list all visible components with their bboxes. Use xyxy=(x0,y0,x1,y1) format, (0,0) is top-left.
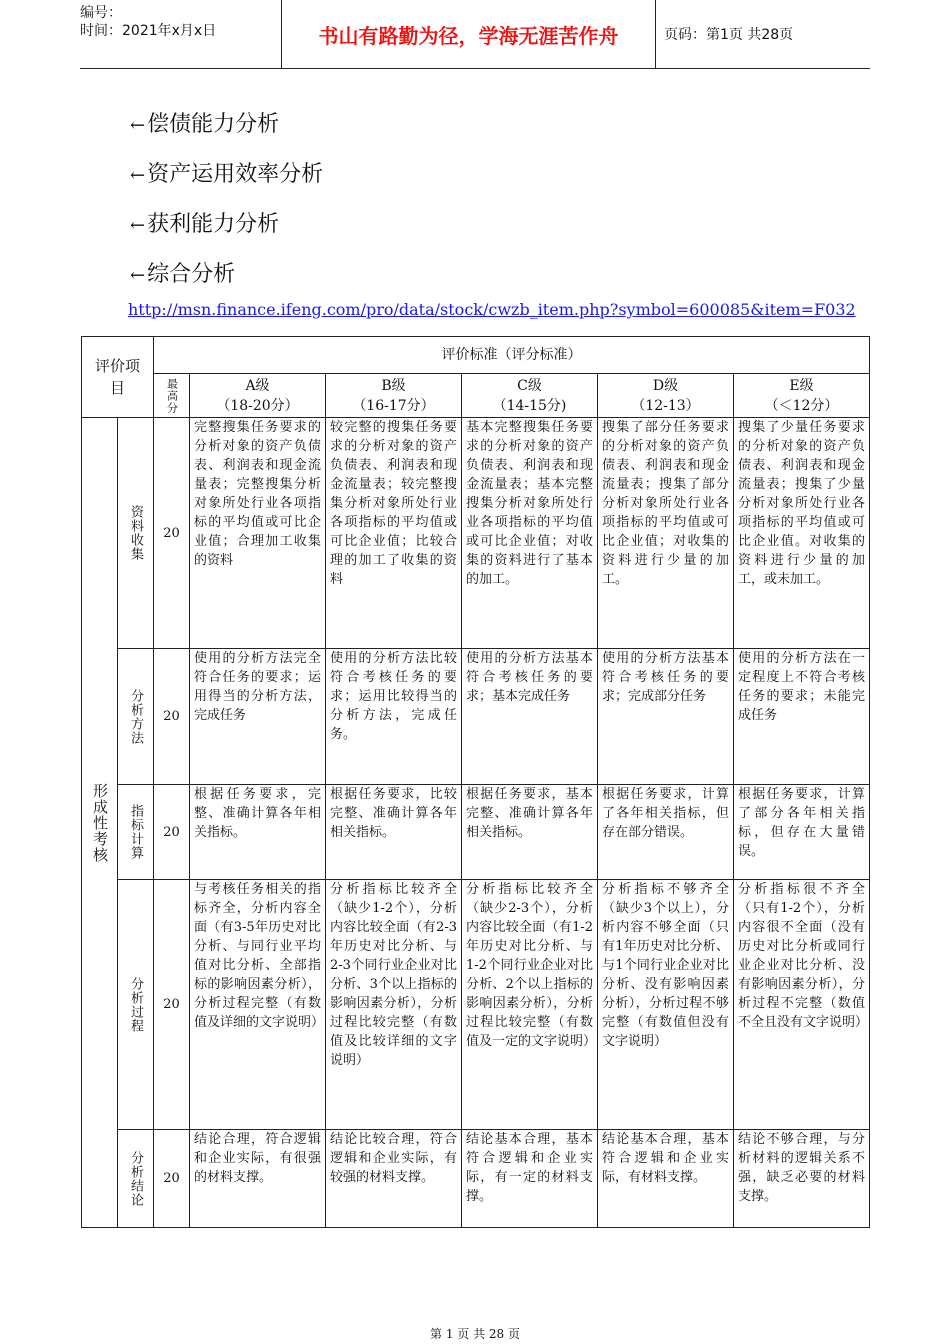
table-row xyxy=(82,649,870,785)
criteria-cell-e: 结论不够合理，与分析材料的逻辑关系不强，缺乏必要的材料支撑。 xyxy=(734,1130,870,1228)
page-header xyxy=(80,0,870,69)
header-meta xyxy=(80,0,280,72)
criteria-cell-d: 搜集了部分任务要求的分析对象的资产负债表、利润表和现金流量表；搜集了部分分析对象所处行业各项指标的平均值或可比企业值；对收集的资料进行少量的加工。 xyxy=(598,418,734,649)
criteria-cell-e: 使用的分析方法在一定程度上不符合考核任务的要求；未能完成任务 xyxy=(734,649,870,785)
criteria-cell-a: 完整搜集任务要求的分析对象的资产负债表、利润表和现金流量表；完整搜集分析对象所处行业各项指标的平均值或可比企业值；合理加工收集的资料 xyxy=(190,418,326,649)
item-name-cell: 分析方法 xyxy=(118,649,154,785)
criteria-cell-e: 根据任务要求，计算了部分各年相关指标，但存在大量错误。 xyxy=(734,785,870,880)
max-score-header: 最高分 xyxy=(154,374,190,418)
bullet-item xyxy=(130,208,323,258)
arrow-icon: ← xyxy=(130,215,146,236)
item-name-cell: 分析过程 xyxy=(118,880,154,1130)
criteria-cell-c: 基本完整搜集任务要求的分析对象的资产负债表、利润表和现金流量表；基本完整搜集分析对象所处行业各项指标的平均值或可比企业值；对收集的资料进行了基本的加工。 xyxy=(462,418,598,649)
item-name-cell: 资料收集 xyxy=(118,418,154,649)
bullet-text: 资产运用效率分析 xyxy=(147,162,324,187)
criteria-cell-d: 分析指标不够齐全（缺少3个以上），分析内容不够全面（只有1年历史对比分析、与1个同行业企业对比分析、没有影响因素分析），分析过程不够完整（有数值但没有文字说明） xyxy=(598,880,734,1130)
criteria-cell-a: 根据任务要求，完整、准确计算各年相关指标。 xyxy=(190,785,326,880)
max-score-cell: 20 xyxy=(154,418,190,649)
criteria-cell-b: 较完整的搜集任务要求的分析对象的资产负债表、利润表和现金流量表；较完整搜集分析对象所处行业各项指标的平均值或可比企业值；比较合理的加工了收集的资料 xyxy=(326,418,462,649)
bullet-item xyxy=(130,108,323,158)
bullet-list xyxy=(130,108,323,308)
bullet-text: 综合分析 xyxy=(147,262,236,287)
table-header-row xyxy=(82,337,870,374)
max-score-cell: 20 xyxy=(154,649,190,785)
criteria-cell-a: 与考核任务相关的指标齐全，分析内容全面（有3-5年历史对比分析、与同行业平均值对比分析、全部指标的影响因素分析），分析过程完整（有数值及详细的文字说明） xyxy=(190,880,326,1130)
max-score-cell: 20 xyxy=(154,880,190,1130)
criteria-cell-e: 搜集了少量任务要求的分析对象的资产负债表、利润表和现金流量表；搜集了少量分析对象所处行业各项指标的平均值或可比企业值。对收集的资料进行少量的加工，或未加工。 xyxy=(734,418,870,649)
criteria-cell-e: 分析指标很不齐全（只有1-2个），分析内容很不全面（没有历史对比分析或同行业企业对比分析、没有影响因素分析），分析过程不完整（数值不全且没有文字说明） xyxy=(734,880,870,1130)
category-cell: 形成性考核 xyxy=(82,418,118,1228)
table-row xyxy=(82,418,870,649)
number-label: 编号： xyxy=(80,5,122,21)
criteria-cell-a: 结论合理，符合逻辑和企业实际，有很强的材料支撑。 xyxy=(190,1130,326,1228)
data-source-link[interactable]: http://msn.finance.ifeng.com/pro/data/stock/cwzb_item.php?symbol=600085&item=F032 xyxy=(128,300,856,319)
standard-header: 评价标准（评分标准） xyxy=(154,337,870,374)
table-row xyxy=(82,880,870,1130)
item-header: 评价项目 xyxy=(82,337,154,418)
criteria-cell-c: 根据任务要求，基本完整、准确计算各年相关指标。 xyxy=(462,785,598,880)
max-score-cell: 20 xyxy=(154,1130,190,1228)
grade-d-header: D级 （12-13） xyxy=(598,374,734,418)
criteria-cell-d: 使用的分析方法基本符合考核任务的要求；完成部分任务 xyxy=(598,649,734,785)
grade-header-row xyxy=(82,374,870,418)
bullet-text: 偿债能力分析 xyxy=(147,112,280,137)
grade-e-header: E级 （＜12分） xyxy=(734,374,870,418)
table-row xyxy=(82,1130,870,1228)
criteria-cell-c: 使用的分析方法基本符合考核任务的要求；基本完成任务 xyxy=(462,649,598,785)
criteria-cell-a: 使用的分析方法完全符合任务的要求；运用得当的分析方法，完成任务 xyxy=(190,649,326,785)
header-motto: 书山有路勤为径，学海无涯苦作舟 xyxy=(281,0,656,68)
grade-b-header: B级 （16-17分） xyxy=(326,374,462,418)
arrow-icon: ← xyxy=(130,265,146,286)
time-label: 时间：2021年x月x日 xyxy=(80,23,217,39)
criteria-cell-d: 结论基本合理，基本符合逻辑和企业实际，有材料支撑。 xyxy=(598,1130,734,1228)
criteria-cell-b: 使用的分析方法比较符合考核任务的要求；运用比较得当的分析方法，完成任务。 xyxy=(326,649,462,785)
arrow-icon: ← xyxy=(130,165,146,186)
bullet-item xyxy=(130,158,323,208)
item-name-cell: 指标计算 xyxy=(118,785,154,880)
criteria-cell-d: 根据任务要求，计算了各年相关指标，但存在部分错误。 xyxy=(598,785,734,880)
arrow-icon: ← xyxy=(130,115,146,136)
item-name-cell: 分析结论 xyxy=(118,1130,154,1228)
criteria-cell-c: 结论基本合理，基本符合逻辑和企业实际，有一定的材料支撑。 xyxy=(462,1130,598,1228)
header-page-info: 页码：第1页 共28页 xyxy=(664,27,794,43)
max-score-cell: 20 xyxy=(154,785,190,880)
criteria-cell-c: 分析指标比较齐全（缺少2-3个），分析内容比较全面（有1-2年历史对比分析、与1-2个同行业企业对比分析、2个以上指标的影响因素分析），分析过程比较完整（有数值及一定的文字说明） xyxy=(462,880,598,1130)
bullet-text: 获利能力分析 xyxy=(147,212,280,237)
page-footer: 第 1 页 共 28 页 xyxy=(430,1327,520,1341)
grade-a-header: A级 （18-20分） xyxy=(190,374,326,418)
evaluation-table xyxy=(81,336,870,1228)
criteria-cell-b: 分析指标比较齐全（缺少1-2个），分析内容比较全面（有2-3年历史对比分析、与2-3个同行业企业对比分析、3个以上指标的影响因素分析），分析过程比较完整（有数值及比较详细的文字说明） xyxy=(326,880,462,1130)
grade-c-header: C级 （14-15分) xyxy=(462,374,598,418)
criteria-cell-b: 根据任务要求，比较完整、准确计算各年相关指标。 xyxy=(326,785,462,880)
criteria-cell-b: 结论比较合理，符合逻辑和企业实际，有较强的材料支撑。 xyxy=(326,1130,462,1228)
table-row xyxy=(82,785,870,880)
